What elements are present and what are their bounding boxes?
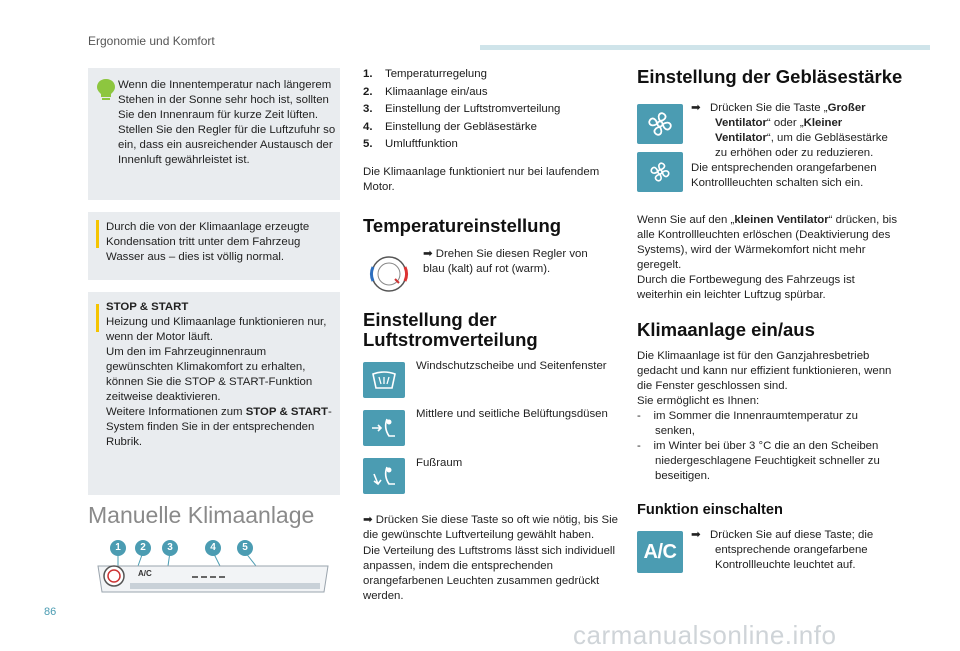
list-number: 2.	[363, 85, 373, 98]
dist-item-windscreen: Windschutzscheibe und Seitenfenster	[416, 360, 607, 372]
info-box	[88, 212, 340, 280]
fan-p2: Durch die Fortbewegung des Fahrzeugs ist weiterhin ein leichter Luftzug spürbar.	[637, 274, 855, 301]
list-label: Umluftfunktion	[385, 138, 458, 151]
fan-p-pre: Wenn Sie auf den „	[637, 214, 735, 226]
temp-text-content: Drehen Sie diesen Regler von blau (kalt) auf rot (warm).	[423, 248, 588, 275]
dist-item-footwell: Fußraum	[416, 457, 463, 469]
arrow-bullet-icon: ➡	[423, 248, 436, 260]
on-title: Funktion einschalten	[637, 502, 783, 518]
list-number: 3.	[363, 103, 373, 116]
tip-box	[88, 68, 340, 200]
fan-paragraph	[637, 213, 897, 303]
arrow-bullet-icon: ➡	[363, 514, 376, 526]
fan-title: Einstellung der Gebläsestärke	[637, 66, 903, 87]
fan-p-post: “ drücken, bis alle Kontrollleuchten erlöschen (Deaktivierung des Systems), wird der Wärmekomfort nicht mehr geregelt.	[637, 214, 898, 271]
dist-text-1	[363, 513, 618, 543]
stop-start-stripe	[96, 304, 99, 332]
list-item	[363, 119, 603, 137]
list-label: Einstellung der Luftstromverteilung	[385, 103, 561, 116]
stop-start-title: STOP & START	[106, 301, 189, 313]
fan-small-button-icon	[637, 152, 683, 192]
info-text: Durch die von der Klimaanlage erzeugte Kondensation tritt unter dem Fahrzeug Wasser aus – dies ist völlig normal.	[106, 221, 310, 263]
list-item	[363, 84, 603, 102]
panel-callout-1: 1	[110, 540, 126, 556]
stop-start-p2: Um den im Fahrzeuginnenraum gewünschten Klimakomfort zu erhalten, können Sie die STOP & START-Funktion zeitweise deaktivieren.	[106, 346, 313, 403]
dist-title-2: Luftstromverteilung	[363, 329, 538, 350]
vent-button-icon	[363, 410, 405, 446]
stop-start-p3-bold: STOP & START	[245, 406, 328, 418]
list-number: 5.	[363, 138, 373, 151]
fan-text-2: Die entsprechenden orangefarbenen Kontrollleuchten schalten sich ein.	[691, 162, 877, 189]
stop-start-p3-post: -System finden Sie in der entsprechenden Rubrik.	[106, 406, 332, 448]
arrow-bullet-icon: ➡	[691, 102, 711, 114]
fan-instructions	[691, 101, 891, 191]
panel-callout-2: 2	[135, 540, 151, 556]
ac-paragraph	[637, 349, 897, 484]
panel-ac-label: A/C	[138, 569, 152, 578]
fan-text-large: Großer Ventilator	[715, 102, 866, 129]
fan-text-pre: Drücken Sie die Taste „	[710, 102, 828, 114]
dist-title-1: Einstellung der	[363, 309, 497, 330]
stop-start-box	[88, 292, 340, 495]
section-title-manual-ac: Manuelle Klimaanlage	[88, 502, 315, 528]
dist-text-1-content: Drücken Sie diese Taste so oft wie nötig, bis Sie die gewünschte Luftverteilung gewählt haben.	[363, 514, 619, 541]
on-text-content: Drücken Sie auf diese Taste; die entsprechende orangefarbene Kontrollleuchte leuchtet auf.	[710, 529, 874, 571]
windscreen-button-icon	[363, 362, 405, 398]
ac-list-intro: Sie ermöglicht es Ihnen:	[637, 395, 760, 407]
list-item	[363, 66, 603, 84]
panel-callout-5: 5	[237, 540, 253, 556]
watermark: carmanualsonline.info	[573, 620, 837, 650]
control-panel-illustration	[88, 536, 338, 598]
ac-list-item: - im Winter bei über 3 °C die an den Scheiben niedergeschlagene Feuchtigkeit schneller zu beseitigen.	[637, 440, 880, 482]
header-bar	[480, 45, 930, 50]
stop-start-p3	[106, 405, 336, 450]
list-item	[363, 101, 603, 119]
list-label: Klimaanlage ein/aus	[385, 85, 488, 98]
stop-start-p1: Heizung und Klimaanlage funktionieren nur, wenn der Motor läuft.	[106, 316, 327, 343]
dist-item-vents: Mittlere und seitliche Belüftungsdüsen	[416, 408, 608, 420]
temp-text	[423, 247, 603, 277]
ac-button-label: A/C	[643, 540, 677, 563]
list-label: Temperaturregelung	[385, 68, 487, 80]
temp-title: Temperatureinstellung	[363, 215, 562, 236]
fan-p	[637, 213, 897, 273]
temp-knob-icon	[363, 254, 415, 294]
page-number: 86	[44, 606, 57, 618]
list-item	[363, 136, 603, 154]
tip-text: Wenn die Innentemperatur nach längerem Stehen in der Sonne sehr hoch ist, sollten Sie den Innenraum für kurze Zeit lüften. Stellen Sie den Regler für die Luftzufuhr so ein, dass ein ausreichender Austausch der Innenluft gewährleistet ist.	[118, 79, 336, 166]
footwell-button-icon	[363, 458, 405, 494]
dist-text-2: Die Verteilung des Luftstroms lässt sich individuell anpassen, indem die entsprechenden orangefarbenen Leuchten zusammen gedrückt werden.	[363, 545, 615, 602]
arrow-bullet-icon: ➡	[691, 529, 711, 541]
ac-button-icon	[637, 531, 683, 573]
fan-text-small: Kleiner Ventilator	[715, 117, 843, 144]
panel-callout-4: 4	[205, 540, 221, 556]
section-header: Ergonomie und Komfort	[88, 34, 215, 48]
list-number: 4.	[363, 120, 373, 133]
on-text	[691, 528, 915, 573]
fan-text	[691, 101, 891, 161]
fan-text-mid: “ oder „	[766, 117, 804, 129]
ac-list-item-text: im Winter bei über 3 °C die an den Scheiben niedergeschlagene Feuchtigkeit schneller zu beseitigen.	[653, 440, 880, 482]
info-stripe	[96, 220, 99, 248]
fan-text-post: “, um die Gebläsestärke zu erhöhen oder zu reduzieren.	[715, 132, 888, 159]
list-label: Einstellung der Gebläsestärke	[385, 120, 537, 133]
panel-callout-3: 3	[162, 540, 178, 556]
lightbulb-icon	[95, 78, 117, 102]
fan-p-bold: kleinen Ventilator	[734, 214, 829, 226]
ac-list-item: - im Sommer die Innenraumtemperatur zu senken,	[637, 410, 858, 437]
list-number: 1.	[363, 68, 373, 80]
ac-list-item-text: im Sommer die Innenraumtemperatur zu senken,	[653, 410, 858, 437]
control-list	[363, 66, 603, 154]
fan-large-button-icon	[637, 104, 683, 144]
ac-text: Die Klimaanlage ist für den Ganzjahresbetrieb gedacht und kann nur effizient funktionieren, wenn die Fenster geschlossen sind.	[637, 350, 892, 392]
intro-text: Die Klimaanlage funktioniert nur bei laufendem Motor.	[363, 166, 600, 193]
ac-title: Klimaanlage ein/aus	[637, 319, 815, 340]
stop-start-p3-pre: Weitere Informationen zum	[106, 406, 246, 418]
